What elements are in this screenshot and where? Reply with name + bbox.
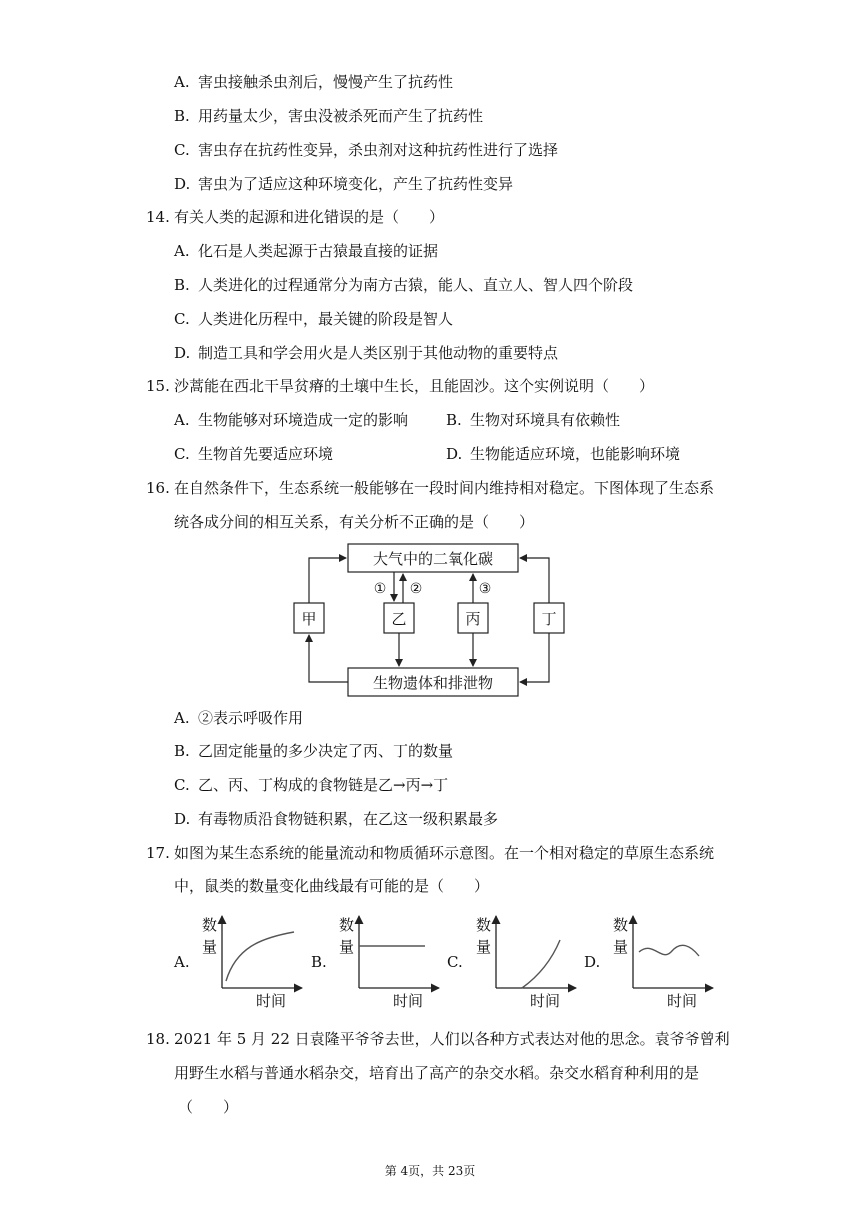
q16-option-b: B. 乙固定能量的多少决定了丙、丁的数量	[174, 742, 454, 760]
graph-0-curve	[226, 932, 294, 981]
q14-option-b: B. 人类进化的过程通常分为南方古猿，能人、直立人、智人四个阶段	[174, 276, 634, 294]
graph-1-y-label-1: 数	[339, 916, 355, 934]
arrow-jia-to-co2	[309, 558, 346, 603]
marker-3: ③	[478, 581, 492, 597]
node-ding-label: 丁	[541, 610, 557, 628]
graph-3-curve	[639, 945, 699, 956]
atmosphere-co2-label: 大气中的二氧化碳	[372, 550, 494, 568]
q14-option-d: D. 制造工具和学会用火是人类区别于其他动物的重要特点	[174, 344, 559, 362]
graph-1-x-label: 时间	[393, 992, 424, 1010]
q18-stem-line3: （ ）	[178, 1098, 239, 1116]
node-jia-label: 甲	[301, 610, 317, 628]
q14-number: 14.	[146, 208, 170, 226]
q17-option-c-letter: C.	[447, 953, 463, 971]
graph-0-x-label: 时间	[256, 992, 287, 1010]
q16-option-d: D. 有毒物质沿食物链积累，在乙这一级积累最多	[174, 810, 499, 828]
q13-option-a: A. 害虫接触杀虫剂后，慢慢产生了抗药性	[174, 73, 454, 91]
graph-1-y-label-2: 量	[339, 938, 355, 956]
graph-2-x-label: 时间	[530, 992, 561, 1010]
q17-number: 17.	[146, 844, 170, 862]
graph-0-y-label-2: 量	[202, 938, 218, 956]
remains-excreta-label: 生物遗体和排泄物	[372, 674, 494, 692]
q17-stem-line1: 如图为某生态系统的能量流动和物质循环示意图。在一个相对稳定的草原生态系统	[174, 844, 715, 862]
q15-option-c: C. 生物首先要适应环境	[174, 445, 334, 463]
q15-option-d: D. 生物能适应环境，也能影响环境	[446, 445, 681, 463]
arrow-ding-to-remains	[520, 633, 549, 682]
q13-option-d: D. 害虫为了适应这种环境变化，产生了抗药性变异	[174, 175, 514, 193]
page-footer: 第 4页，共 23页	[384, 1164, 476, 1178]
marker-1: ①	[373, 581, 387, 597]
q18-stem-line2: 用野生水稻与普通水稻杂交，培育出了高产的杂交水稻。杂交水稻育种利用的是	[174, 1064, 700, 1082]
marker-2: ②	[409, 581, 423, 597]
q15-option-a: A. 生物能够对环境造成一定的影响	[174, 411, 409, 429]
q15-number: 15.	[146, 377, 170, 395]
ecosystem-diagram	[286, 538, 576, 704]
q15-stem: 沙蒿能在西北干旱贫瘠的土壤中生长，且能固沙。这个实例说明（ ）	[174, 377, 655, 395]
q18-number: 18.	[146, 1030, 170, 1048]
q16-number: 16.	[146, 479, 170, 497]
arrow-ding-to-co2	[520, 558, 549, 603]
q17-option-b-letter: B.	[311, 953, 327, 971]
q14-option-c: C. 人类进化历程中，最关键的阶段是智人	[174, 310, 454, 328]
q17-graphs	[198, 908, 718, 1010]
graph-3-x-label: 时间	[667, 992, 698, 1010]
graph-2-y-label-2: 量	[476, 938, 492, 956]
q16-option-a: A. ②表示呼吸作用	[174, 709, 304, 727]
q17-option-a-letter: A.	[174, 953, 190, 971]
q16-stem-line2: 统各成分间的相互关系，有关分析不正确的是（ ）	[174, 513, 535, 531]
arrow-remains-to-jia	[309, 635, 348, 682]
q17-option-d-letter: D.	[584, 953, 601, 971]
graph-3-y-label-2: 量	[613, 938, 629, 956]
graph-2-curve	[522, 940, 560, 988]
q14-stem: 有关人类的起源和进化错误的是（ ）	[174, 208, 445, 226]
graph-3-y-label-1: 数	[613, 916, 629, 934]
graph-0-y-label-1: 数	[202, 916, 218, 934]
q16-option-c: C. 乙、丙、丁构成的食物链是乙→丙→丁	[174, 776, 449, 794]
q13-option-b: B. 用药量太少，害虫没被杀死而产生了抗药性	[174, 107, 484, 125]
node-bing-label: 丙	[465, 610, 481, 628]
q13-option-c: C. 害虫存在抗药性变异，杀虫剂对这种抗药性进行了选择	[174, 141, 559, 159]
q15-option-b: B. 生物对环境具有依赖性	[446, 411, 621, 429]
graph-2-y-label-1: 数	[476, 916, 492, 934]
q14-option-a: A. 化石是人类起源于古猿最直接的证据	[174, 242, 439, 260]
q16-stem-line1: 在自然条件下，生态系统一般能够在一段时间内维持相对稳定。下图体现了生态系	[174, 479, 715, 497]
q17-stem-line2: 中，鼠类的数量变化曲线最有可能的是（ ）	[174, 877, 490, 895]
q18-stem-line1: 2021 年 5 月 22 日袁隆平爷爷去世，人们以各种方式表达对他的思念。袁爷爷曾利	[174, 1030, 730, 1048]
node-yi-label: 乙	[391, 610, 407, 628]
